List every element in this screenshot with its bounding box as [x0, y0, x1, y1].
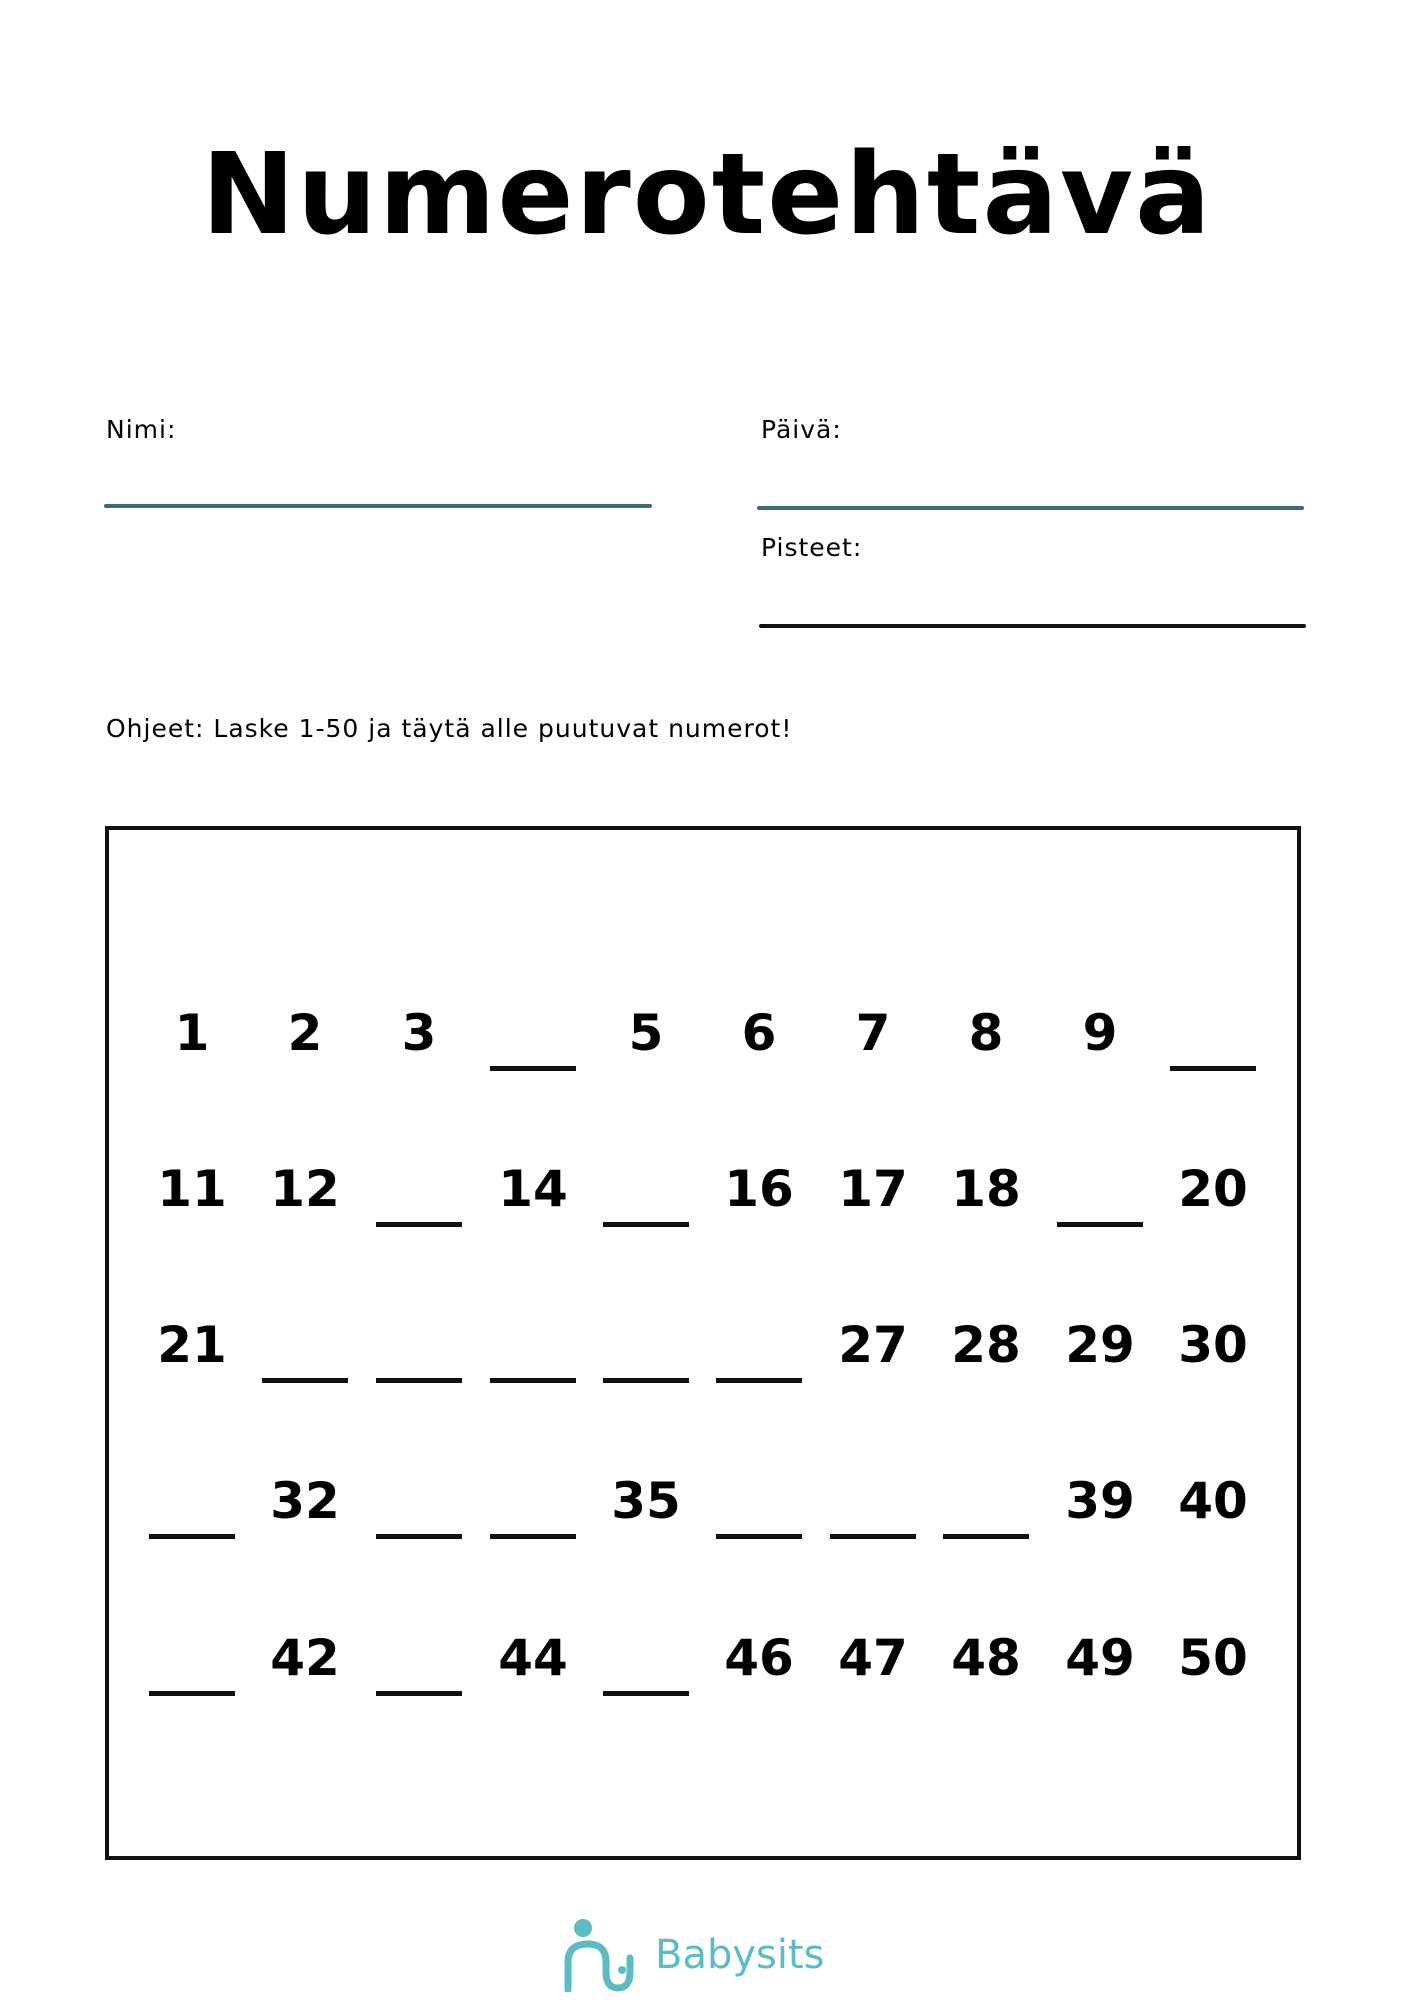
- blank-cell[interactable]: [591, 1141, 701, 1241]
- number-value: 40: [1178, 1472, 1248, 1530]
- page-title: Numerotehtävä: [201, 130, 1213, 260]
- answer-blank[interactable]: [149, 1691, 235, 1696]
- number-cell: [704, 1141, 814, 1241]
- blank-cell[interactable]: [931, 1453, 1041, 1553]
- number-value: 5: [628, 1004, 664, 1062]
- number-value: 49: [1065, 1629, 1135, 1687]
- date-line[interactable]: [757, 506, 1304, 510]
- name-label: Nimi:: [106, 415, 177, 444]
- number-cell: [1045, 1453, 1155, 1553]
- number-value: 11: [157, 1160, 227, 1218]
- name-line[interactable]: [104, 504, 652, 508]
- number-cell: [1158, 1297, 1268, 1397]
- blank-cell[interactable]: [478, 1297, 588, 1397]
- babysits-logo-icon: [560, 1912, 655, 1992]
- answer-blank[interactable]: [716, 1378, 802, 1383]
- blank-cell[interactable]: [704, 1297, 814, 1397]
- number-value: 20: [1178, 1160, 1248, 1218]
- number-cell: [478, 1610, 588, 1710]
- number-cell: [137, 1141, 247, 1241]
- answer-blank[interactable]: [490, 1378, 576, 1383]
- number-value: 3: [401, 1004, 437, 1062]
- number-cell: [250, 1141, 360, 1241]
- number-cell: [1158, 1610, 1268, 1710]
- answer-blank[interactable]: [376, 1534, 462, 1539]
- number-value: 28: [951, 1316, 1021, 1374]
- blank-cell[interactable]: [250, 1297, 360, 1397]
- answer-blank[interactable]: [376, 1691, 462, 1696]
- blank-cell[interactable]: [818, 1453, 928, 1553]
- number-value: 44: [498, 1629, 568, 1687]
- number-value: 27: [838, 1316, 908, 1374]
- answer-blank[interactable]: [490, 1534, 576, 1539]
- blank-cell[interactable]: [1045, 1141, 1155, 1241]
- number-value: 29: [1065, 1316, 1135, 1374]
- score-label: Pisteet:: [761, 533, 863, 562]
- number-value: 17: [838, 1160, 908, 1218]
- number-cell: [1045, 985, 1155, 1085]
- number-cell: [818, 985, 928, 1085]
- number-value: 6: [741, 1004, 777, 1062]
- number-cell: [818, 1297, 928, 1397]
- number-value: 32: [270, 1472, 340, 1530]
- number-value: 18: [951, 1160, 1021, 1218]
- blank-cell[interactable]: [478, 985, 588, 1085]
- number-cell: [931, 985, 1041, 1085]
- babysits-logo: [560, 1912, 830, 1992]
- number-cell: [1045, 1297, 1155, 1397]
- answer-blank[interactable]: [603, 1222, 689, 1227]
- blank-cell[interactable]: [137, 1453, 247, 1553]
- number-value: 42: [270, 1629, 340, 1687]
- number-cell: [250, 985, 360, 1085]
- number-value: 1: [174, 1004, 210, 1062]
- number-cell: [818, 1141, 928, 1241]
- blank-cell[interactable]: [364, 1610, 474, 1710]
- number-cell: [137, 1297, 247, 1397]
- number-cell: [931, 1610, 1041, 1710]
- answer-blank[interactable]: [716, 1534, 802, 1539]
- number-value: 7: [855, 1004, 891, 1062]
- number-cell: [591, 1453, 701, 1553]
- answer-blank[interactable]: [1057, 1222, 1143, 1227]
- blank-cell[interactable]: [1158, 985, 1268, 1085]
- number-cell: [1158, 1453, 1268, 1553]
- number-cell: [478, 1141, 588, 1241]
- number-value: 35: [611, 1472, 681, 1530]
- answer-blank[interactable]: [603, 1691, 689, 1696]
- number-value: 46: [724, 1629, 794, 1687]
- blank-cell[interactable]: [364, 1141, 474, 1241]
- number-cell: [704, 985, 814, 1085]
- instructions: Ohjeet: Laske 1-50 ja täytä alle puutuvat numerot!: [106, 714, 793, 743]
- score-line[interactable]: [759, 624, 1306, 628]
- babysits-logo-text: Babysits: [655, 1932, 825, 1978]
- answer-blank[interactable]: [1170, 1066, 1256, 1071]
- number-cell: [704, 1610, 814, 1710]
- answer-blank[interactable]: [376, 1222, 462, 1227]
- number-value: 47: [838, 1629, 908, 1687]
- date-label: Päivä:: [761, 415, 842, 444]
- number-cell: [1158, 1141, 1268, 1241]
- number-value: 48: [951, 1629, 1021, 1687]
- number-value: 14: [498, 1160, 568, 1218]
- answer-blank[interactable]: [830, 1534, 916, 1539]
- answer-blank[interactable]: [262, 1378, 348, 1383]
- number-cell: [1045, 1610, 1155, 1710]
- number-cell: [931, 1141, 1041, 1241]
- number-value: 9: [1082, 1004, 1118, 1062]
- number-value: 8: [968, 1004, 1004, 1062]
- answer-blank[interactable]: [490, 1066, 576, 1071]
- blank-cell[interactable]: [591, 1297, 701, 1397]
- blank-cell[interactable]: [364, 1297, 474, 1397]
- number-value: 50: [1178, 1629, 1248, 1687]
- blank-cell[interactable]: [137, 1610, 247, 1710]
- number-cell: [250, 1610, 360, 1710]
- number-value: 21: [157, 1316, 227, 1374]
- answer-blank[interactable]: [603, 1378, 689, 1383]
- number-cell: [591, 985, 701, 1085]
- number-value: 2: [287, 1004, 323, 1062]
- blank-cell[interactable]: [591, 1610, 701, 1710]
- answer-blank[interactable]: [376, 1378, 462, 1383]
- number-value: 30: [1178, 1316, 1248, 1374]
- answer-blank[interactable]: [149, 1534, 235, 1539]
- number-cell: [818, 1610, 928, 1710]
- number-cell: [137, 985, 247, 1085]
- blank-cell[interactable]: [478, 1453, 588, 1553]
- answer-blank[interactable]: [943, 1534, 1029, 1539]
- number-cell: [364, 985, 474, 1085]
- blank-cell[interactable]: [704, 1453, 814, 1553]
- number-value: 16: [724, 1160, 794, 1218]
- blank-cell[interactable]: [364, 1453, 474, 1553]
- number-cell: [931, 1297, 1041, 1397]
- number-cell: [250, 1453, 360, 1553]
- number-value: 39: [1065, 1472, 1135, 1530]
- number-value: 12: [270, 1160, 340, 1218]
